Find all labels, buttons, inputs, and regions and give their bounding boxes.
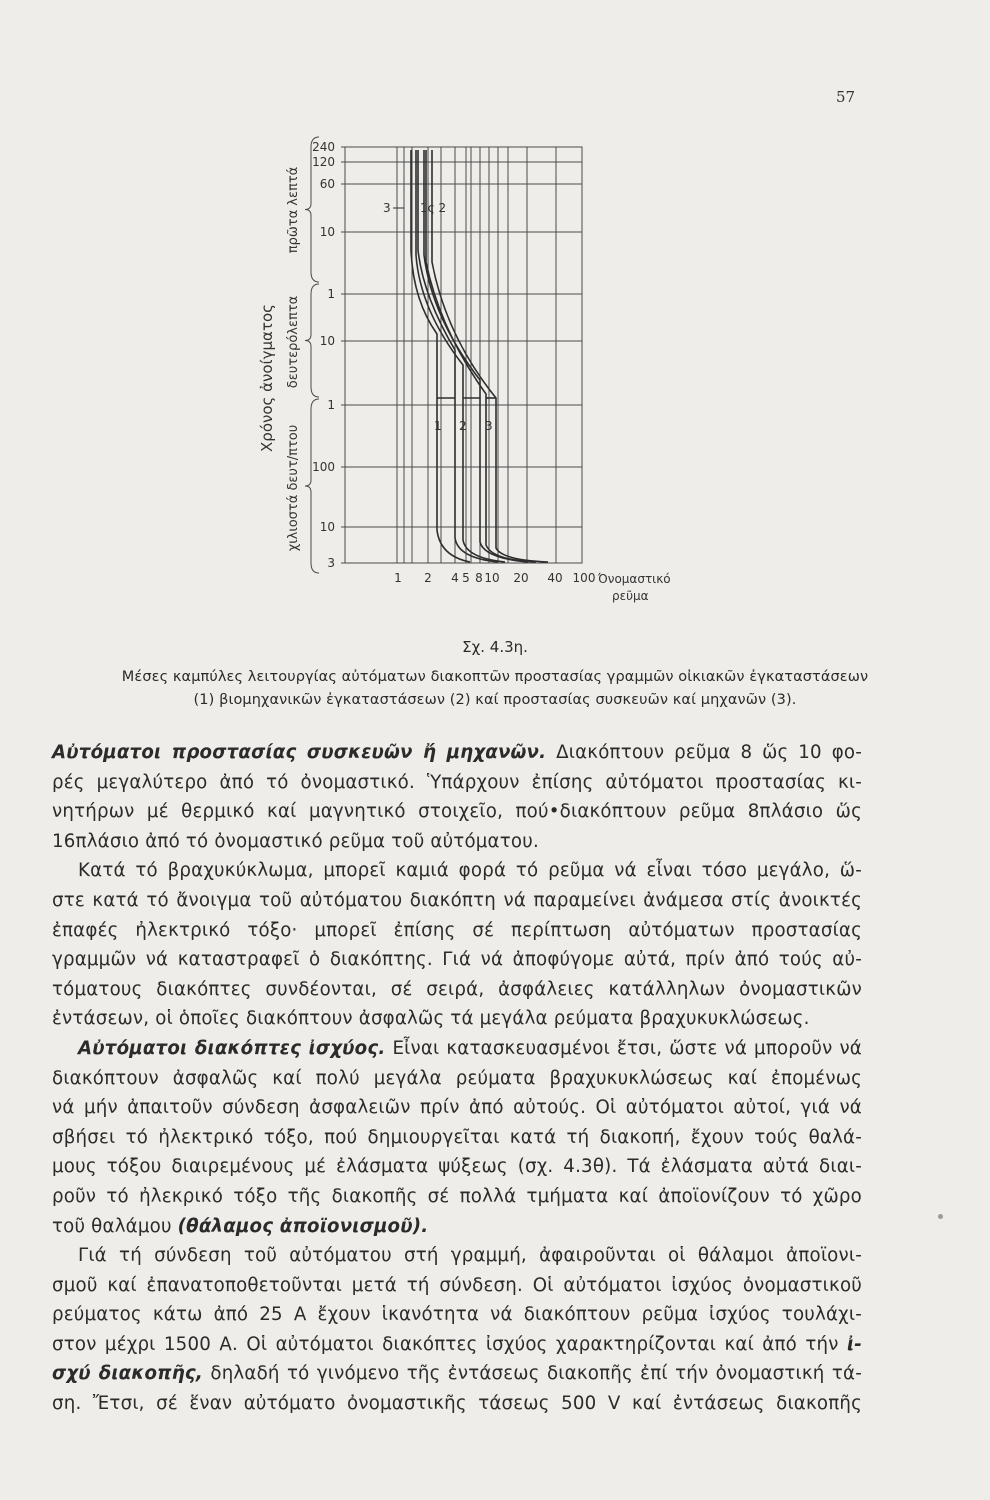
y-tick-label: 1 xyxy=(327,287,335,301)
y-tick-label: 10 xyxy=(319,520,335,534)
curve-label: 1ς 2 xyxy=(420,201,447,215)
paragraph-line: ἐπαφές ἠλεκτρικό τόξο· μπορεῖ ἐπίσης σέ περίπτωση αὐτόματων προστασίας xyxy=(52,919,862,941)
x-tick-label: 100 xyxy=(572,571,596,585)
paragraph-line: Κατά τό βραχυκύκλωμα, μπορεῖ καμιά φορά τό ρεῦμα νά εἶναι τόσο μεγάλο, ὥ- xyxy=(78,860,862,882)
paragraph-line: Αὐτόματοι διακόπτες ἰσχύος. Εἶναι κατασκευασμένοι ἔτσι, ὥστε νά μποροῦν νά xyxy=(78,1037,862,1059)
y-tick-label: 120 xyxy=(312,155,335,169)
emphasis-term: σχύ διακοπῆς, xyxy=(52,1363,204,1385)
caption-line: Μέσες καμπύλες λειτουργίας αὐτόματων διακοπτῶν προστασίας γραμμῶν οἰκιακῶν ἐγκαταστάσεων xyxy=(121,669,869,685)
paragraph-line: 16πλάσιο ἀπό τό ὀνομαστικό ρεῦμα τοῦ αὐτόματου. xyxy=(52,830,539,852)
emphasis-term: ἰ- xyxy=(846,1333,862,1355)
curve-label: 1 xyxy=(434,419,442,433)
paragraph-line: διακόπτουν ἀσφαλῶς καί πολύ μεγάλα ρεύματα βραχυκυκλώσεως καί ἐπομένως xyxy=(52,1067,862,1089)
print-speck xyxy=(938,1214,943,1219)
curve-label: 3 xyxy=(485,419,493,433)
x-tick-label: 1 xyxy=(394,571,402,585)
paragraph-line: στε κατά τό ἄνοιγμα τοῦ αὐτόματου διακόπτη νά παραμείνει ἀνάμεσα στίς ἀνοικτές xyxy=(52,889,862,911)
y-tick-label: 60 xyxy=(319,177,335,191)
paragraph-line: σβήσει τό ἠλεκτρικό τόξο, πού δημιουργεῖται κατά τή διακοπή, ἔχουν τούς θαλά- xyxy=(52,1126,862,1148)
paragraph-line: γραμμῶν νά καταστραφεῖ ὁ διακόπτης. Γιά νά ἀποφύγομε αὐτά, πρίν ἀπό τούς αὐ- xyxy=(52,949,862,971)
paragraph-line: ἐντάσεων, οἱ ὁποῖες διακόπτουν ἀσφαλῶς τά μεγάλα ρεύματα βραχυκυκλώσεως. xyxy=(52,1008,810,1030)
x-tick-label: 40 xyxy=(547,571,563,585)
trip-curve-chart xyxy=(0,0,990,620)
paragraph-line: τοῦ θαλάμου (θάλαμος ἀποϊονισμοῦ). xyxy=(52,1215,429,1237)
curve-3-upper xyxy=(432,150,548,562)
y-unit-label: χιλιοστά δευτ/πτου xyxy=(286,424,301,552)
curve-label: 2 xyxy=(459,419,467,433)
paragraph-line: Γιά τή σύνδεση τοῦ αὐτόματου στή γραμμή, ἀφαιροῦνται οἱ θάλαμοι ἀποϊονι- xyxy=(78,1245,862,1267)
paragraph-line: νά μήν ἀπαιτοῦν σύνδεση ἀσφαλειῶν πρίν ἀπό αὐτούς. Οἱ αὐτόματοι αὐτοί, γιά νά xyxy=(52,1097,862,1119)
paragraph-line: μους τόξου διαιρεμένους μέ ἐλάσματα ψύξεως (σχ. 4.3θ). Τά ἐλάσματα αὐτά διαι- xyxy=(52,1156,862,1178)
figure-label: Σχ. 4.3η. xyxy=(462,638,528,656)
y-tick-label: 1 xyxy=(327,398,335,412)
y-axis-label: Χρόνος ἀνοίγματος xyxy=(258,304,276,452)
y-unit-label: δευτερόλεπτα xyxy=(286,295,301,389)
section-heading: Αὐτόματοι προστασίας συσκευῶν ἤ μηχανῶν. xyxy=(52,742,547,763)
y-tick-label: 10 xyxy=(319,334,335,348)
axis-brace xyxy=(305,284,319,397)
paragraph-line: τόματους διακόπτες συνδέονται, σέ σειρά, ἀσφάλειες κατάλληλων ὀνομαστικῶν xyxy=(52,978,862,1000)
y-unit-label: πρῶτα λεπτά xyxy=(286,166,301,254)
x-tick-label: 2 xyxy=(424,571,432,585)
paragraph-line: ροῦν τό ἠλεκρικό τόξο τῆς διακοπῆς σέ πολλά τμήματα καί ἀποϊονίζουν τό χῶρο xyxy=(52,1185,862,1207)
body-text xyxy=(52,738,862,1419)
y-tick-label: 3 xyxy=(327,556,335,570)
paragraph-line: ρές μεγαλύτερο ἀπό τό ὀνομαστικό. Ὑπάρχουν ἐπίσης αὐτόματοι προστασίας κι- xyxy=(52,771,862,793)
paragraph-line: νητήρων μέ θερμικό καί μαγνητικό στοιχεῖο, πού•διακόπτουν ρεῦμα 8πλάσιο ὥς xyxy=(52,801,862,823)
x-tick-label: 20 xyxy=(513,571,529,585)
paragraph-line: σμοῦ καί ἐπανατοποθετοῦνται μετά τή σύνδεση. Οἱ αὐτόματοι ἰσχύος ὀνομαστικοῦ xyxy=(52,1274,862,1296)
x-tick-label: 4 xyxy=(451,571,459,585)
paragraph-line: σχύ διακοπῆς, δηλαδή τό γινόμενο τῆς ἐντάσεως διακοπῆς ἐπί τήν ὀνομαστική τά- xyxy=(52,1363,862,1385)
x-tick-label: 5 xyxy=(462,571,470,585)
y-tick-label: 100 xyxy=(312,460,335,474)
emphasis-term: (θάλαμος ἀποϊονισμοῦ). xyxy=(177,1215,429,1237)
y-tick-label: 240 xyxy=(312,140,335,154)
x-tick-label: 10 xyxy=(484,571,500,585)
section-heading: Αὐτόματοι διακόπτες ἰσχύος. xyxy=(78,1037,386,1059)
caption-line: (1) βιομηχανικῶν ἐγκαταστάσεων (2) καί προστασίας συσκευῶν καί μηχανῶν (3). xyxy=(193,692,797,708)
paragraph-line: ρεύματος κάτω ἀπό 25 Α ἔχουν ἱκανότητα νά διακόπτουν ρεῦμα ἰσχύος τουλάχι- xyxy=(52,1304,862,1326)
curve-label: 3 xyxy=(383,201,391,215)
x-axis-label: ρεῦμα xyxy=(612,589,649,603)
figure-caption xyxy=(60,666,930,712)
paragraph-line: στον μέχρι 1500 Α. Οἱ αὐτόματοι διακόπτες ἰσχύος χαρακτηρίζονται καί ἀπό τήν ἰ- xyxy=(52,1333,862,1355)
x-axis-label: Όνομαστικό xyxy=(598,572,671,586)
y-tick-label: 10 xyxy=(319,225,335,239)
page-number: 57 xyxy=(836,88,856,106)
paragraph-line: ση. Ἔτσι, σέ ἕναν αὐτόματο ὀνομαστικῆς τάσεως 500 V καί ἐντάσεως διακοπῆς xyxy=(52,1393,862,1415)
x-tick-label: 8 xyxy=(475,571,483,585)
figure-trip-curves xyxy=(0,0,990,620)
axis-brace xyxy=(305,399,319,573)
paragraph-line: Αὐτόματοι προστασίας συσκευῶν ἤ μηχανῶν. Διακόπτουν ρεῦμα 8 ὥς 10 φο- xyxy=(52,742,862,763)
